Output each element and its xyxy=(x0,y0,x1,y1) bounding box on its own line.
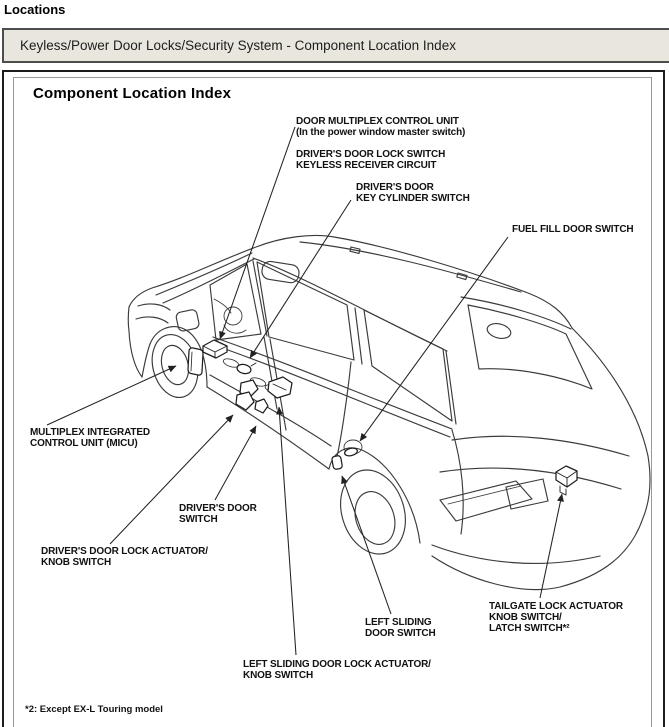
footnote: *2: Except EX-L Touring model xyxy=(25,704,163,715)
label-multiplex-integrated-control-unit: MULTIPLEX INTEGRATED CONTROL UNIT (MICU) xyxy=(30,427,150,449)
label-left-sliding-door-lock-actuator: LEFT SLIDING DOOR LOCK ACTUATOR/ KNOB SWITCH xyxy=(243,659,431,681)
section-header-bar xyxy=(2,28,669,63)
label-drivers-door-switch: DRIVER'S DOOR SWITCH xyxy=(179,503,257,525)
label-drivers-door-lock-actuator: DRIVER'S DOOR LOCK ACTUATOR/ KNOB SWITCH xyxy=(41,546,208,568)
label-drivers-door-key-cylinder-switch: DRIVER'S DOOR KEY CYLINDER SWITCH xyxy=(356,182,470,204)
label-fuel-fill-door-switch: FUEL FILL DOOR SWITCH xyxy=(512,224,634,235)
label-left-sliding-door-switch: LEFT SLIDING DOOR SWITCH xyxy=(365,617,436,639)
label-drivers-door-lock-switch: DRIVER'S DOOR LOCK SWITCH KEYLESS RECEIVER CIRCUIT xyxy=(296,149,446,171)
label-door-multiplex-control-unit: DOOR MULTIPLEX CONTROL UNIT (In the power window master switch) xyxy=(296,116,466,138)
page-heading: Locations xyxy=(4,2,66,17)
section-title: Keyless/Power Door Locks/Security System - Component Location Index xyxy=(20,38,456,53)
diagram-title: Component Location Index xyxy=(33,85,232,102)
label-tailgate-lock-actuator: TAILGATE LOCK ACTUATOR KNOB SWITCH/ LATCH SWITCH*² xyxy=(489,601,623,634)
